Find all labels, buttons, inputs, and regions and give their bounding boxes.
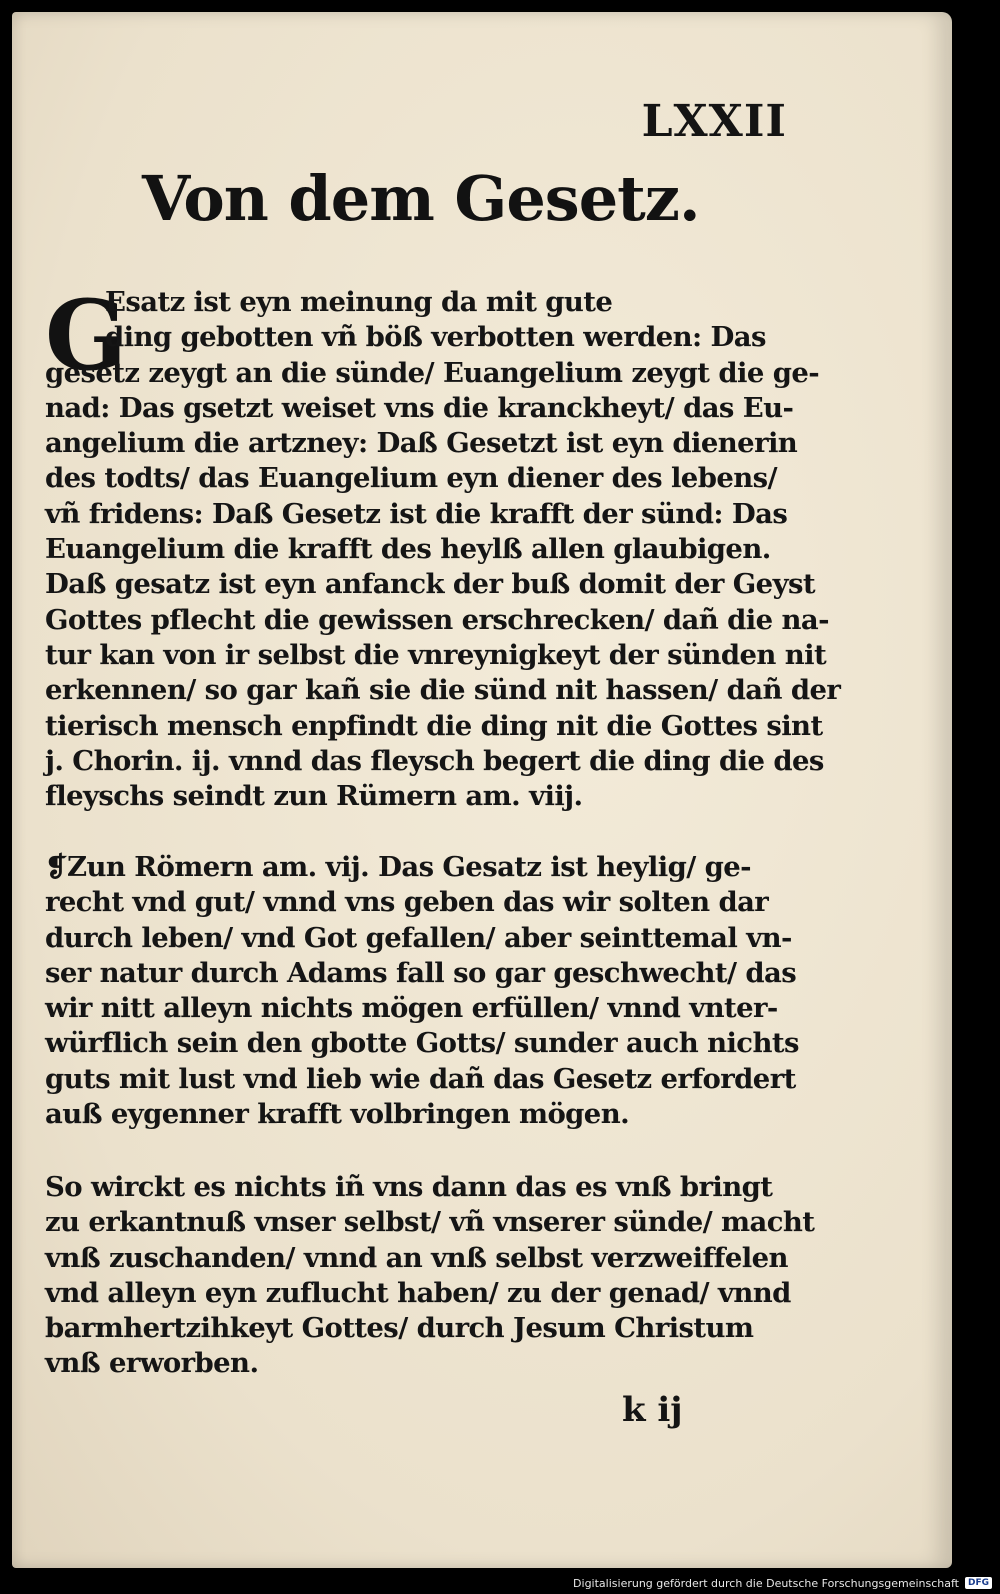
text-line: ding gebotten vñ böß verbotten werden: Das [105, 321, 766, 354]
text-line [45, 850, 797, 885]
text-line: tur kan von ir selbst die vnreynigkeyt der sünden nit [45, 638, 827, 671]
text-line: vñ fridens: Daß Gesetz ist die krafft der sünd: Das [45, 497, 788, 530]
text-line: erkennen/ so gar kañ sie die sünd nit hassen/ dañ der [45, 674, 841, 707]
text-line: wir nitt alleyn nichts mögen erfüllen/ vnnd vnter- [45, 992, 778, 1025]
text-line: auß eygenner krafft volbringen mögen. [45, 1098, 630, 1131]
chapter-heading: Von dem Gesetz. [142, 162, 700, 235]
text-line: tierisch mensch enpfindt die ding nit die Gottes sint [45, 709, 823, 742]
dfg-logo: DFG [965, 1577, 992, 1589]
pilcrow-icon: ❡ [45, 852, 68, 883]
text-line: durch leben/ vnd Got gefallen/ aber seinttemal vn- [45, 921, 792, 954]
text-line: Esatz ist eyn meinung da mit gute [105, 286, 613, 318]
text-line: barmhertzihkeyt Gottes/ durch Jesum Christum [45, 1312, 754, 1345]
text-line: So wirckt es nichts iñ vns dann das es vnß bringt [45, 1171, 773, 1203]
text-line: vnß erworben. [45, 1347, 259, 1380]
text-line: angelium die artzney: Daß Gesetzt ist eyn dienerin [45, 427, 798, 460]
digitization-footer [573, 1574, 992, 1592]
text-line: recht vnd gut/ vnnd vns geben das wir solten dar [45, 886, 769, 919]
text-line: j. Chorin. ij. vnnd das fleysch begert die ding die des [45, 744, 824, 777]
drop-cap: G [45, 279, 127, 392]
text-line: zu erkantnuß vnser selbst/ vñ vnserer sünde/ macht [45, 1206, 815, 1239]
text-line: vnß zuschanden/ vnnd an vnß selbst verzweiffelen [45, 1241, 788, 1274]
text-line: Gottes pflecht die gewissen erschrecken/ dañ die na- [45, 603, 829, 636]
book-page [12, 12, 952, 1568]
text-span: Zun Römern am. vij. Das Gesatz ist heylig/ ge- [67, 851, 751, 883]
paragraph-2 [45, 850, 797, 1132]
text-line: des todts/ das Euangelium eyn diener des lebens/ [45, 462, 777, 495]
text-line: würflich sein den gbotte Gotts/ sunder auch nichts [45, 1027, 799, 1060]
paragraph-3 [45, 1170, 815, 1382]
text-line: Daß gesatz ist eyn anfanck der buß domit der Geyst [45, 568, 815, 601]
text-line: gesetz zeygt an die sünde/ Euangelium zeygt die ge- [45, 356, 820, 389]
text-line: vnd alleyn eyn zuflucht haben/ zu der genad/ vnnd [45, 1276, 791, 1309]
text-line: guts mit lust vnd lieb wie dañ das Gesetz erfordert [45, 1062, 796, 1095]
footer-text: Digitalisierung gefördert durch die Deutsche Forschungsgemeinschaft [573, 1576, 959, 1590]
text-line: fleyschs seindt zun Rümern am. viij. [45, 780, 583, 813]
text-line: nad: Das gsetzt weiset vns die kranckheyt/ das Eu- [45, 391, 794, 424]
text-line: ser natur durch Adams fall so gar geschwecht/ das [45, 956, 797, 989]
signature-mark: k ij [622, 1390, 683, 1430]
paragraph-1 [45, 279, 841, 814]
text-line: Euangelium die krafft des heylß allen glaubigen. [45, 533, 771, 566]
folio-number: LXXII [641, 96, 787, 147]
